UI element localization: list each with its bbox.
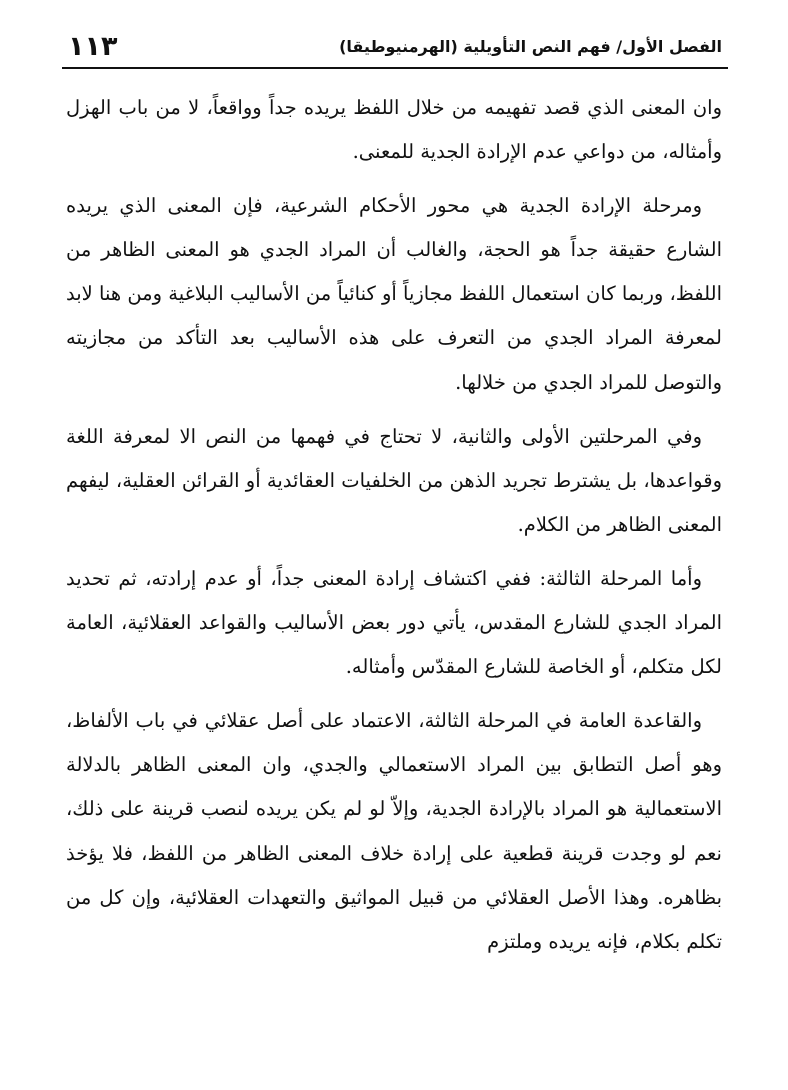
paragraph-3: وفي المرحلتين الأولى والثانية، لا تحتاج في فهمها من النص الا لمعرفة اللغة وقواعدها، بل يشترط تجريد الذهن من الخلفيات العقائدية أو القرائن العقلية، ليفهم المعنى الظاهر من الكلام. — [66, 424, 722, 536]
paragraph-5: والقاعدة العامة في المرحلة الثالثة، الاعتماد على أصل عقلائي في باب الألفاظ، وهو أصل التطابق بين المراد الاستعمالي والجدي، وان المعنى الظاهر بالدلالة الاستعمالية هو المراد بالإرادة الجدية، وإلاّ لو لم يكن يريده لنصب قرينة على ذلك، نعم لو وجدت قرينة قطعية على إرادة خلاف المعنى الظاهر من اللفظ، فلا يؤخذ بظاهره. وهذا الأصل العقلائي من قبيل المواثيق والتعهدات العقلائية، وإن كل من تكلم بكلام، فإنه يريده وملتزم — [66, 709, 722, 953]
paragraph-1: وان المعنى الذي قصد تفهيمه من خلال اللفظ يريده جداً وواقعاً، لا من باب الهزل وأمثاله، من دواعي عدم الإرادة الجدية للمعنى. — [66, 96, 722, 164]
page-number: ١١٣ — [68, 30, 118, 62]
running-title: الفصل الأول/ فهم النص التأويلية (الهرمنيوطيقا) — [339, 36, 722, 56]
header-rule — [62, 67, 728, 69]
paragraph-4: وأما المرحلة الثالثة: ففي اكتشاف إرادة المعنى جداً، أو عدم إرادته، ثم تحديد المراد الجدي للشارع المقدس، يأتي دور بعض الأساليب والقواعد العقلائية، العامة لكل متكلم، أو الخاصة للشارع المقدّس وأمثاله. — [66, 566, 722, 679]
running-header — [68, 28, 722, 64]
body-text — [66, 86, 722, 974]
paragraph-2: ومرحلة الإرادة الجدية هي محور الأحكام الشرعية، فإن المعنى الذي يريده الشارع حقيقة جداً هو الحجة، والغالب أن المراد الجدي هو المعنى الظاهر من اللفظ، وربما كان استعمال اللفظ مجازياً أو كنائياً من الأساليب البلاغية ومن هنا لابد لمعرفة المراد الجدي من التعرف على هذه الأساليب بعد التأكد من مجازيته والتوصل للمراد الجدي من خلالها. — [66, 194, 722, 394]
